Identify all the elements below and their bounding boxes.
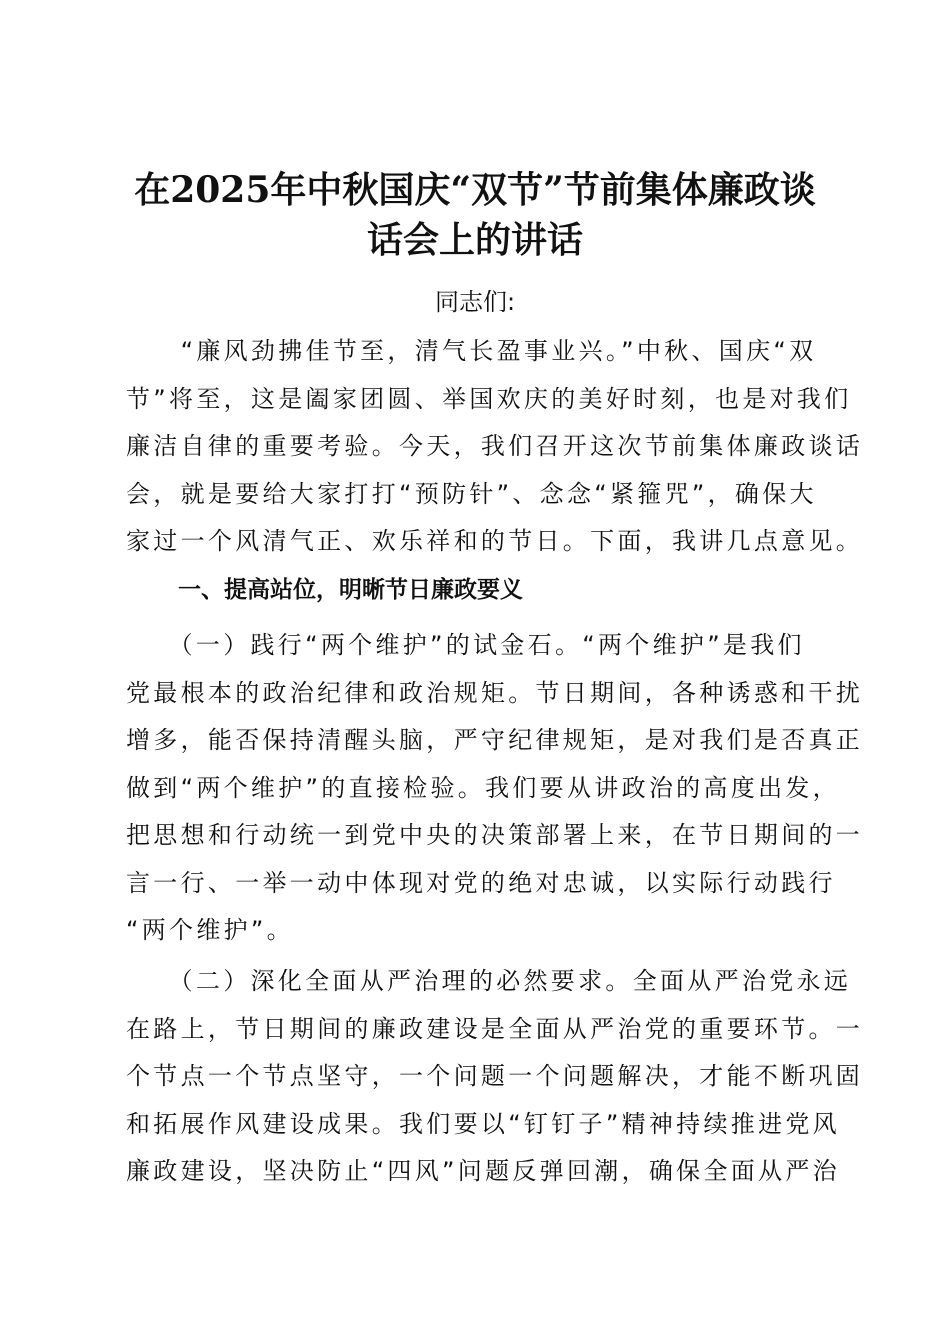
paragraph-line: 做到“两个维护”的直接检验。我们要从讲政治的高度出发， bbox=[126, 773, 840, 802]
title-line-1: 在2025年中秋国庆“双节”节前集体廉政谈 bbox=[134, 169, 816, 211]
intro-paragraph bbox=[126, 328, 864, 566]
document-title bbox=[120, 165, 830, 265]
salutation: 同志们: bbox=[434, 288, 516, 316]
subsection-paragraph-1 bbox=[126, 622, 864, 955]
paragraph-line: 节”将至，这是阖家团圆、举国欢庆的美好时刻，也是对我们 bbox=[126, 384, 852, 413]
subsection-paragraph-2 bbox=[126, 958, 864, 1196]
paragraph-line: 和拓展作风建设成果。我们要以“钉钉子”精神持续推进党风 bbox=[126, 1109, 840, 1138]
title-line-2: 话会上的讲话 bbox=[366, 219, 583, 261]
paragraph-line: （二）深化全面从严治理的必然要求。全面从严治党永远 bbox=[126, 967, 852, 995]
paragraph-line: 在路上，节日期间的廉政建设是全面从严治党的重要环节。一 bbox=[126, 1014, 864, 1043]
paragraph-line: （一）践行“两个维护”的试金石。“两个维护”是我们 bbox=[126, 631, 805, 659]
paragraph-line: 廉洁自律的重要考验。今天，我们召开这次节前集体廉政谈话 bbox=[126, 432, 864, 460]
paragraph-line: “廉风劲拂佳节至，清气长盈事业兴。”中秋、国庆“双 bbox=[126, 337, 817, 365]
paragraph-line: 增多，能否保持清醒头脑，严守纪律规矩，是对我们是否真正 bbox=[126, 726, 864, 754]
paragraph-line: 廉政建设，坚决防止“四风”问题反弹回潮，确保全面从严治 bbox=[126, 1157, 840, 1185]
paragraph-line: 家过一个风清气正、欢乐祥和的节日。下面，我讲几点意见。 bbox=[126, 527, 864, 555]
paragraph-line: 党最根本的政治纪律和政治规矩。节日期间，各种诱惑和干扰 bbox=[126, 678, 864, 707]
paragraph-line: 把思想和行动统一到党中央的决策部署上来，在节日期间的一 bbox=[126, 821, 864, 849]
paragraph-line: 言一行、一举一动中体现对党的绝对忠诚，以实际行动践行 bbox=[126, 868, 836, 897]
paragraph-line: “两个维护”。 bbox=[126, 916, 294, 944]
paragraph-line: 会，就是要给大家打打“预防针”、念念“紧箍咒”，确保大 bbox=[126, 479, 817, 508]
paragraph-line: 个节点一个节点坚守，一个问题一个问题解决，才能不断巩固 bbox=[126, 1062, 864, 1090]
section-heading: 一、提高站位，明晰节日廉政要义 bbox=[178, 577, 523, 603]
